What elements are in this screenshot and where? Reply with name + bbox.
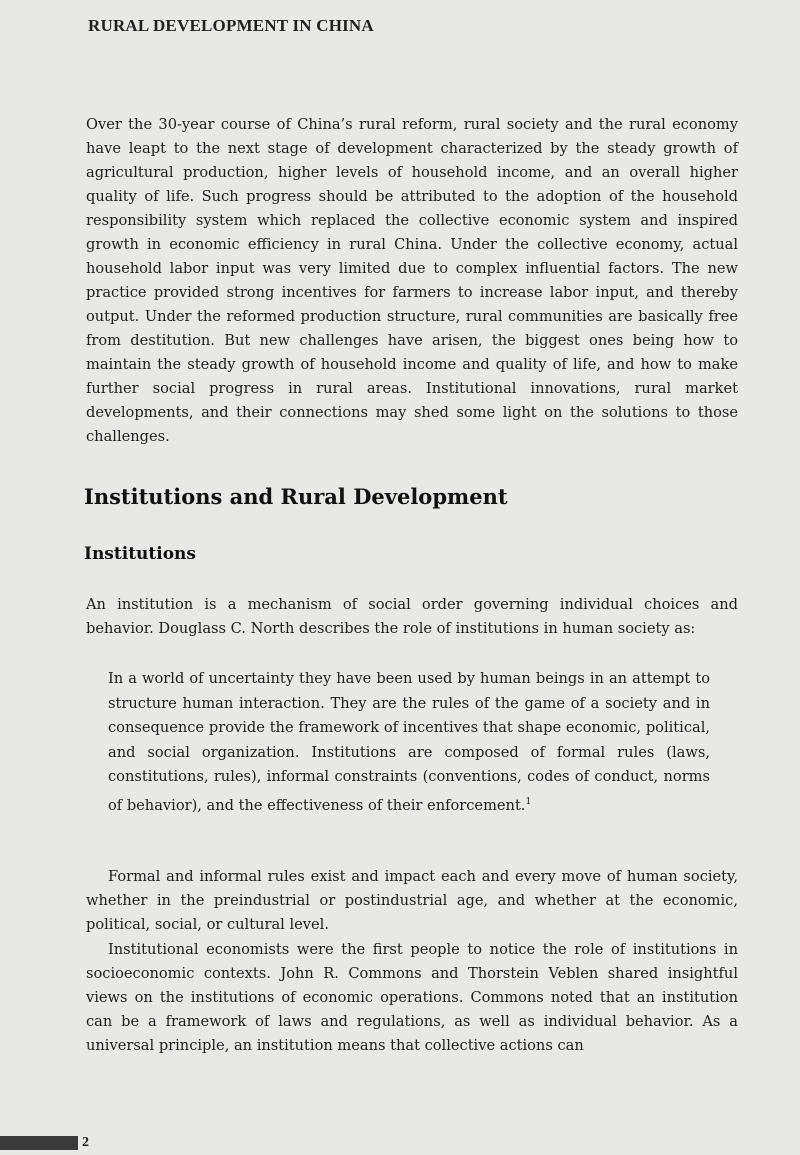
block-quote	[108, 667, 710, 818]
quote-text: In a world of uncertainty they have been used by human beings in an attempt to structure human interaction. They are the rules of the game of a society and in consequence provide the framework of incentives that shape economic, political, and social organization. Institutions are composed of formal rules (laws, constitutions, rules), informal constraints (conventions, codes of conduct, norms of behavior), and the effectiveness of their enforcement.	[108, 670, 710, 814]
section-heading: Institutions and Rural Development	[84, 484, 508, 509]
intro-paragraph: Over the 30-year course of China’s rural reform, rural society and the rural economy have leapt to the next stage of development characterized by the steady growth of agricultural production, higher levels of household income, and an overall higher quality of life. Such progress should be attributed to the adoption of the household responsibility system which replaced the collective economic system and inspired growth in economic efficiency in rural China. Under the collective economy, actual household labor input was very limited due to complex influential factors. The new practice provided strong incentives for farmers to increase labor input, and thereby output. Under the reformed production structure, rural communities are basically free from destitution. But new challenges have arisen, the biggest ones being how to maintain the steady growth of household income and quality of life, and how to make further social progress in rural areas. Institutional innovations, rural market developments, and their connections may shed some light on the solutions to those challenges.	[86, 116, 738, 445]
body-paragraph: Formal and informal rules exist and impact each and every move of human society, whether in the preindustrial or postindustrial age, and whether at the economic, political, social, or cultural level.	[86, 868, 738, 933]
footer-bar	[0, 1136, 78, 1150]
page-number: 2	[82, 1135, 89, 1150]
running-head: RURAL DEVELOPMENT IN CHINA	[88, 16, 374, 35]
subsection-heading: Institutions	[84, 544, 196, 564]
body-paragraph: Institutional economists were the first people to notice the role of institutions in socioeconomic contexts. John R. Commons and Thorstein Veblen shared insightful views on the institutions of economic operations. Commons noted that an institution can be a framework of laws and regulations, as well as individual behavior. As a universal principle, an institution means that collective actions can	[86, 941, 738, 1054]
definition-paragraph: An institution is a mechanism of social order governing individual choices and behavior. Douglass C. North describes the role of institutions in human society as:	[86, 596, 738, 637]
footnote-marker: 1	[525, 796, 532, 807]
